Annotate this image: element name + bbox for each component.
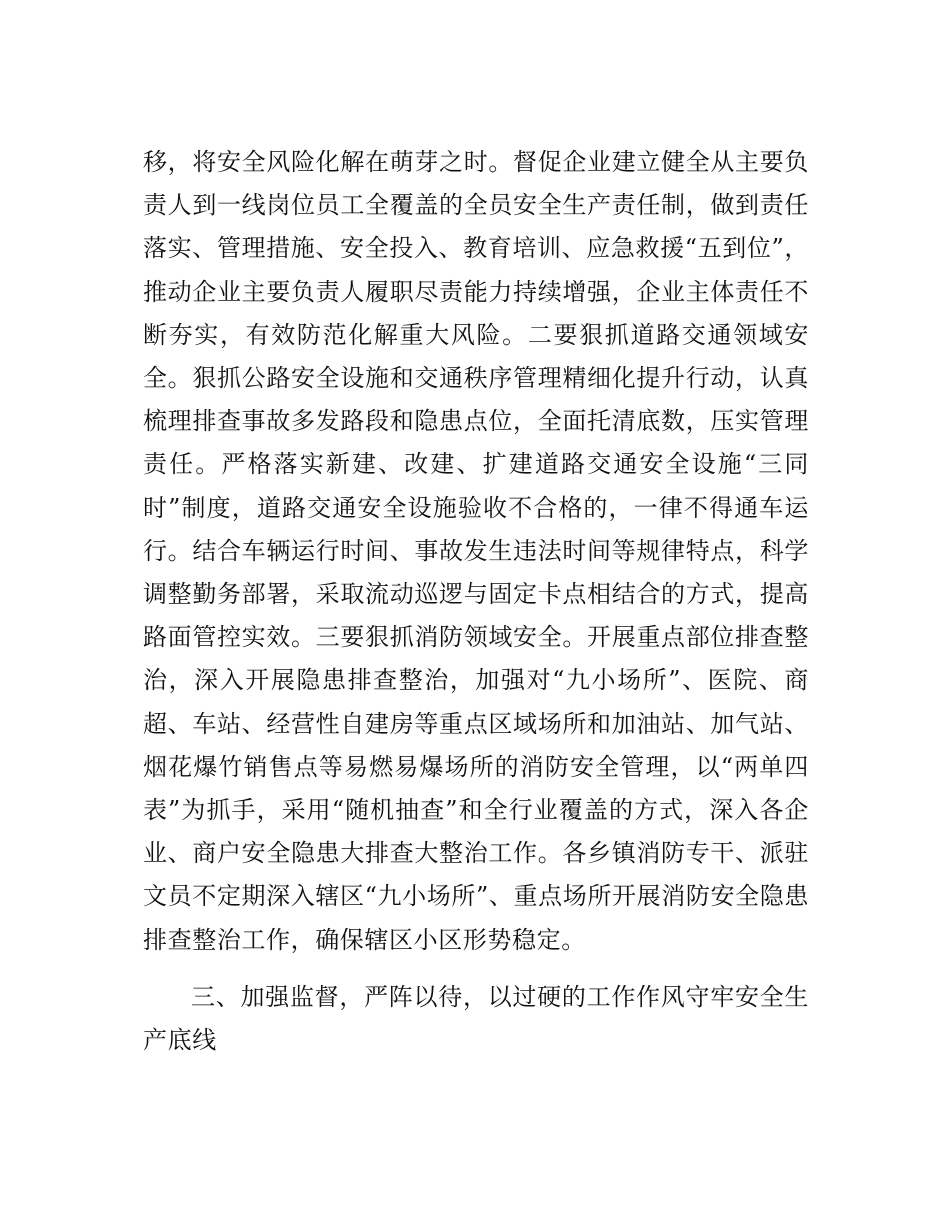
- section-heading-paragraph: 三、加强监督，严阵以待，以过硬的工作作风守牢安全生产底线: [143, 983, 809, 1055]
- body-paragraph: 移，将安全风险化解在萌芽之时。督促企业建立健全从主要负责人到一线岗位员工全覆盖的全员安全生产责任制，做到责任落实、管理措施、安全投入、教育培训、应急救援“五到位”，推动企业主要负责人履职尽责能力持续增强，企业主体责任不断夯实，有效防范化解重大风险。二要狠抓道路交通领域安全。狠抓公路安全设施和交通秩序管理精细化提升行动，认真梳理排查事故多发路段和隐患点位，全面托清底数，压实管理责任。严格落实新建、改建、扩建道路交通安全设施“三同时”制度，道路交通安全设施验收不合格的，一律不得通车运行。结合车辆运行时间、事故发生违法时间等规律特点，科学调整勤务部署，采取流动巡逻与固定卡点相结合的方式，提高路面管控实效。三要狠抓消防领域安全。开展重点部位排查整治，深入开展隐患排查整治，加强对“九小场所”、医院、商超、车站、经营性自建房等重点区域场所和加油站、加气站、烟花爆竹销售点等易燃易爆场所的消防安全管理，以“两单四表”为抓手，采用“随机抽查”和全行业覆盖的方式，深入各企业、商户安全隐患大排查大整治工作。各乡镇消防专干、派驻文员不定期深入辖区“九小场所”、重点场所开展消防安全隐患排查整治工作，确保辖区小区形势稳定。: [143, 148, 809, 954]
